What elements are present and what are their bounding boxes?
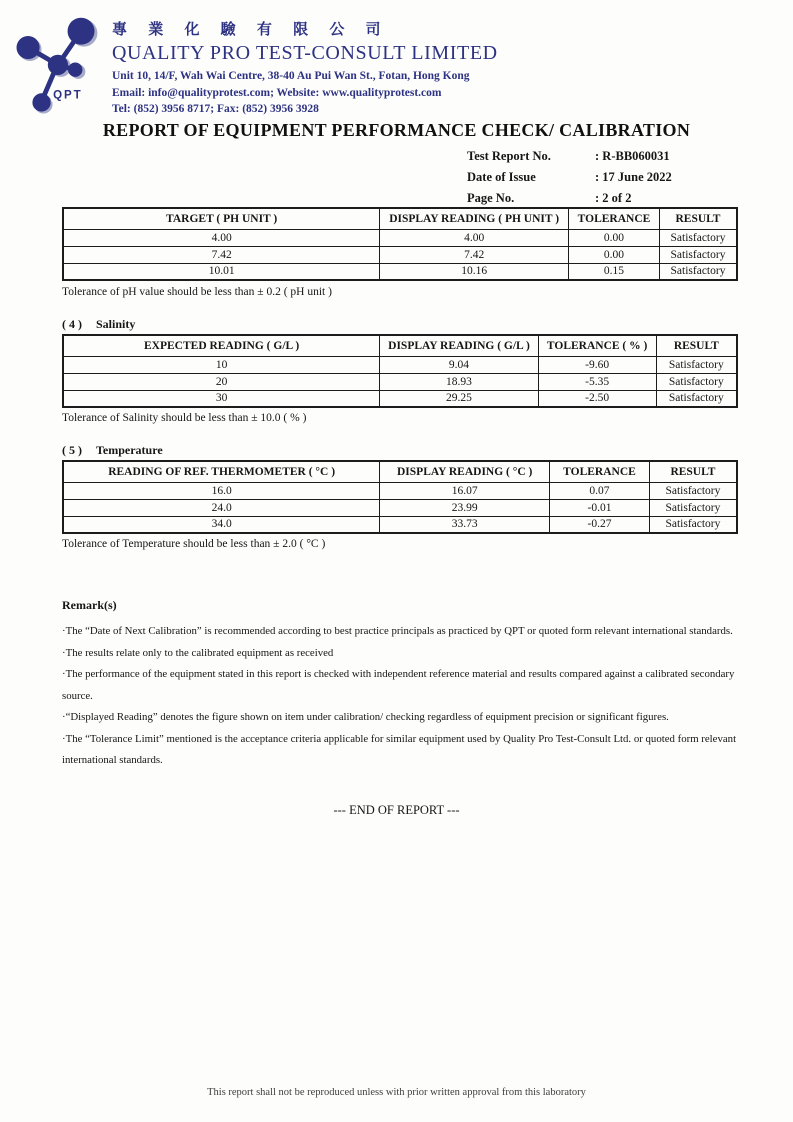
company-name-chinese: 專 業 化 驗 有 限 公 司 xyxy=(112,20,389,38)
table-row xyxy=(63,246,737,263)
company-header xyxy=(112,18,498,118)
table-cell: Satisfactory xyxy=(649,482,737,499)
company-address: Unit 10, 14/F, Wah Wai Centre, 38-40 Au Pui Wan St., Fotan, Hong Kong xyxy=(112,70,470,82)
temperature-table-block xyxy=(62,460,738,534)
ph-col-tolerance: TOLERANCE xyxy=(568,208,659,229)
table-cell: 10.01 xyxy=(63,263,380,280)
page-no-value: : 2 of 2 xyxy=(595,191,632,205)
table-cell: Satisfactory xyxy=(659,263,737,280)
section-label: Temperature xyxy=(96,443,163,457)
table-cell: 0.00 xyxy=(568,229,659,246)
salinity-tolerance-note: Tolerance of Salinity should be less than ± 10.0 ( % ) xyxy=(62,412,307,424)
table-row xyxy=(63,229,737,246)
table-cell: 34.0 xyxy=(63,516,380,533)
table-cell: 10.16 xyxy=(380,263,569,280)
table-cell: 23.99 xyxy=(380,499,550,516)
temperature-col-result: RESULT xyxy=(649,461,737,482)
salinity-col-tolerance: TOLERANCE ( % ) xyxy=(538,335,656,356)
remark-item: ·The “Tolerance Limit” mentioned is the acceptance criteria applicable for similar equipment used by Quality Pro Test-Consult Ltd. or quoted form relevant international standards. xyxy=(62,732,737,766)
table-cell: 10 xyxy=(63,356,380,373)
temperature-col-tolerance: TOLERANCE xyxy=(550,461,650,482)
salinity-table-block xyxy=(62,334,738,408)
table-cell: -0.27 xyxy=(550,516,650,533)
remark-item: ·The performance of the equipment stated in this report is checked with independent reference material and results compared against a calibrated secondary source. xyxy=(62,668,735,702)
table-row xyxy=(63,390,737,407)
table-cell: Satisfactory xyxy=(649,516,737,533)
salinity-col-display: DISPLAY READING ( G/L ) xyxy=(380,335,538,356)
temperature-col-ref: READING OF REF. THERMOMETER ( °C ) xyxy=(63,461,380,482)
temperature-tolerance-note: Tolerance of Temperature should be less than ± 2.0 ( °C ) xyxy=(62,538,326,550)
table-cell: 29.25 xyxy=(380,390,538,407)
table-cell: 24.0 xyxy=(63,499,380,516)
ph-table-block xyxy=(62,207,738,281)
table-row xyxy=(63,482,737,499)
report-info-block xyxy=(467,146,672,209)
remark-item: ·The results relate only to the calibrated equipment as received xyxy=(62,646,334,659)
date-of-issue-value: : 17 June 2022 xyxy=(595,170,672,184)
table-cell: 4.00 xyxy=(380,229,569,246)
table-row xyxy=(63,356,737,373)
ph-col-display: DISPLAY READING ( PH UNIT ) xyxy=(380,208,569,229)
remarks-block xyxy=(62,598,740,772)
section-label: Salinity xyxy=(96,317,136,331)
salinity-section-heading xyxy=(62,317,135,332)
table-cell: -0.01 xyxy=(550,499,650,516)
table-cell: 33.73 xyxy=(380,516,550,533)
ph-col-target: TARGET ( PH UNIT ) xyxy=(63,208,380,229)
table-row xyxy=(63,373,737,390)
table-cell: Satisfactory xyxy=(659,229,737,246)
table-row xyxy=(63,516,737,533)
test-report-no-value: : R-BB060031 xyxy=(595,149,670,163)
ph-tolerance-note: Tolerance of pH value should be less than ± 0.2 ( pH unit ) xyxy=(62,286,332,298)
remark-item: ·“Displayed Reading” denotes the figure shown on item under calibration/ checking regardless of equipment precision or significant figures. xyxy=(62,711,669,723)
table-cell: Satisfactory xyxy=(656,390,737,407)
table-cell: 7.42 xyxy=(63,246,380,263)
temperature-col-display: DISPLAY READING ( °C ) xyxy=(380,461,550,482)
report-title: REPORT OF EQUIPMENT PERFORMANCE CHECK/ CALIBRATION xyxy=(102,120,691,140)
section-number: ( 5 ) xyxy=(62,443,82,457)
temperature-section-heading xyxy=(62,443,163,458)
table-cell: 0.07 xyxy=(550,482,650,499)
salinity-col-expected: EXPECTED READING ( G/L ) xyxy=(63,335,380,356)
temperature-table xyxy=(62,460,738,534)
salinity-table xyxy=(62,334,738,408)
table-cell: Satisfactory xyxy=(649,499,737,516)
company-logo xyxy=(6,10,106,114)
molecule-logo-icon xyxy=(6,10,106,114)
table-cell: 0.15 xyxy=(568,263,659,280)
table-cell: 16.07 xyxy=(380,482,550,499)
section-number: ( 4 ) xyxy=(62,317,82,331)
table-cell: 0.00 xyxy=(568,246,659,263)
table-cell: 30 xyxy=(63,390,380,407)
logo-qpt-text: QPT xyxy=(53,89,83,102)
page-no-label: Page No. xyxy=(467,191,515,205)
table-cell: 16.0 xyxy=(63,482,380,499)
table-cell: -5.35 xyxy=(538,373,656,390)
table-cell: 7.42 xyxy=(380,246,569,263)
table-cell: 9.04 xyxy=(380,356,538,373)
table-cell: 18.93 xyxy=(380,373,538,390)
salinity-col-result: RESULT xyxy=(656,335,737,356)
table-row xyxy=(63,263,737,280)
test-report-no-label: Test Report No. xyxy=(467,149,551,163)
remarks-heading: Remark(s) xyxy=(62,598,117,612)
footer-disclaimer: This report shall not be reproduced unless with prior written approval from this laboratory xyxy=(207,1087,586,1098)
table-cell: -9.60 xyxy=(538,356,656,373)
company-tel-fax: Tel: (852) 3956 8717; Fax: (852) 3956 3928 xyxy=(112,103,319,115)
table-cell: -2.50 xyxy=(538,390,656,407)
company-email-website: Email: info@qualityprotest.com; Website: www.qualityprotest.com xyxy=(112,86,442,99)
remark-item: ·The “Date of Next Calibration” is recommended according to best practice principals as practiced by QPT or quoted form relevant international standards. xyxy=(62,625,733,637)
date-of-issue-label: Date of Issue xyxy=(467,170,536,184)
table-cell: 20 xyxy=(63,373,380,390)
ph-col-result: RESULT xyxy=(659,208,737,229)
table-cell: Satisfactory xyxy=(656,356,737,373)
table-cell: 4.00 xyxy=(63,229,380,246)
table-cell: Satisfactory xyxy=(659,246,737,263)
end-of-report-text: --- END OF REPORT --- xyxy=(333,803,460,817)
company-name-english: QUALITY PRO TEST-CONSULT LIMITED xyxy=(112,42,498,64)
table-row xyxy=(63,499,737,516)
ph-table xyxy=(62,207,738,281)
table-cell: Satisfactory xyxy=(656,373,737,390)
